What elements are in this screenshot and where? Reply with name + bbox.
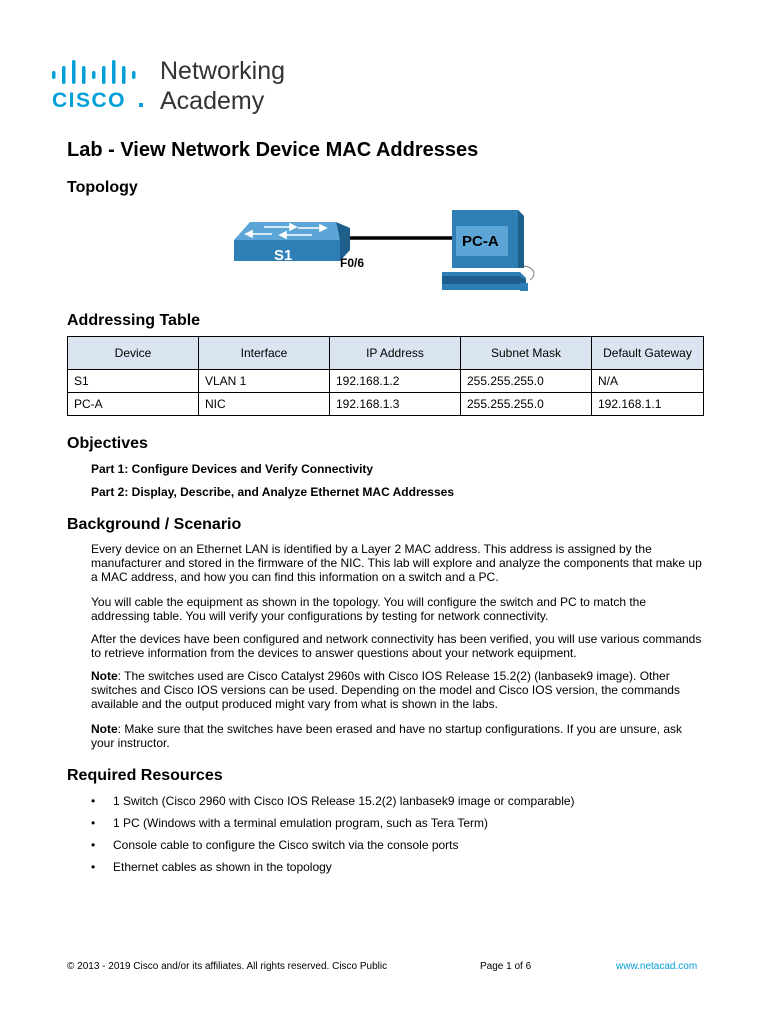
table-header-row — [68, 337, 704, 370]
required-resources-heading: Required Resources — [67, 767, 223, 784]
topology-heading: Topology — [67, 179, 138, 196]
list-item: • 1 PC (Windows with a terminal emulation program, such as Tera Term) — [91, 816, 489, 830]
note-label: Note — [91, 722, 118, 736]
list-item: • Console cable to configure the Cisco switch via the console ports — [91, 838, 459, 852]
table-cell: 192.168.1.3 — [330, 393, 461, 416]
column-header-device: Device — [68, 337, 199, 370]
page-title: Lab - View Network Device MAC Addresses — [67, 139, 479, 161]
topology-diagram — [230, 206, 540, 296]
background-paragraph-2: You will cable the equipment as shown in the topology. You will configure the switch and PC to match the addressing table. You will verify your configurations by testing for network connectivity. — [91, 595, 647, 623]
column-header-ip-address: IP Address — [330, 337, 461, 370]
footer-page-number: Page 1 of 6 — [480, 961, 532, 972]
bullet: • — [91, 838, 96, 852]
note-paragraph-2 — [91, 722, 703, 750]
background-heading: Background / Scenario — [67, 516, 242, 533]
logo-line-academy: Academy — [160, 87, 265, 115]
objective-part-1: Part 1: Configure Devices and Verify Connectivity — [91, 462, 374, 476]
table-cell: 192.168.1.1 — [592, 393, 704, 416]
table-cell: N/A — [592, 370, 704, 393]
addressing-table — [67, 336, 704, 416]
background-paragraph-1: Every device on an Ethernet LAN is identified by a Layer 2 MAC address. This address is assigned by the manufacturer and stored in the firmware of the NIC. This lab will explore and analyze the components that make up a MAC address, and how you can find this information on a switch and a PC. — [91, 542, 702, 584]
table-row — [68, 370, 704, 393]
footer-url-link[interactable]: www.netacad.com — [616, 961, 698, 972]
list-item: • Ethernet cables as shown in the topology — [91, 860, 332, 874]
table-row — [68, 393, 704, 416]
logo-brand: CISCO — [52, 89, 127, 112]
table-cell: 255.255.255.0 — [461, 393, 592, 416]
table-cell: 255.255.255.0 — [461, 370, 592, 393]
column-header-subnet-mask: Subnet Mask — [461, 337, 592, 370]
logo-line-networking: Networking — [160, 57, 286, 85]
port-label: F0/6 — [340, 256, 365, 270]
column-header-interface: Interface — [199, 337, 330, 370]
note-paragraph-1 — [91, 669, 703, 711]
table-cell: NIC — [199, 393, 330, 416]
table-cell: S1 — [68, 370, 199, 393]
cisco-networking-academy-logo — [52, 58, 312, 118]
pc-label: PC-A — [462, 233, 499, 250]
objectives-heading: Objectives — [67, 435, 148, 452]
column-header-default-gateway: Default Gateway — [592, 337, 704, 370]
objective-part-2: Part 2: Display, Describe, and Analyze Ethernet MAC Addresses — [91, 485, 455, 499]
table-cell: VLAN 1 — [199, 370, 330, 393]
background-paragraph-3: After the devices have been configured and network connectivity has been verified, you will use various commands to retrieve information from the devices to answer questions about your network equipment. — [91, 632, 702, 660]
cisco-bars-icon — [52, 60, 144, 86]
logo-dot — [139, 103, 143, 107]
resources-list — [91, 793, 575, 881]
bullet: • — [91, 816, 96, 830]
footer-copyright: © 2013 - 2019 Cisco and/or its affiliates. All rights reserved. Cisco Public — [67, 961, 388, 972]
table-cell: PC-A — [68, 393, 199, 416]
note-text: : Make sure that the switches have been erased and have no startup configurations. If you are unsure, ask your instructor. — [91, 722, 683, 750]
table-cell: 192.168.1.2 — [330, 370, 461, 393]
bullet: • — [91, 794, 96, 808]
note-text: : The switches used are Cisco Catalyst 2960s with Cisco IOS Release 15.2(2) (lanbasek9 image). Other switches and Cisco IOS versions can be used. Depending on the model and Cisco IOS version, the commands available and the output produced might vary from what is shown in the labs. — [91, 669, 680, 711]
switch-label: S1 — [274, 247, 293, 264]
pc-icon — [442, 210, 534, 291]
bullet: • — [91, 860, 96, 874]
addressing-table-heading: Addressing Table — [67, 312, 201, 329]
list-item: • 1 Switch (Cisco 2960 with Cisco IOS Release 15.2(2) lanbasek9 image or comparable) — [91, 794, 575, 808]
note-label: Note — [91, 669, 118, 683]
